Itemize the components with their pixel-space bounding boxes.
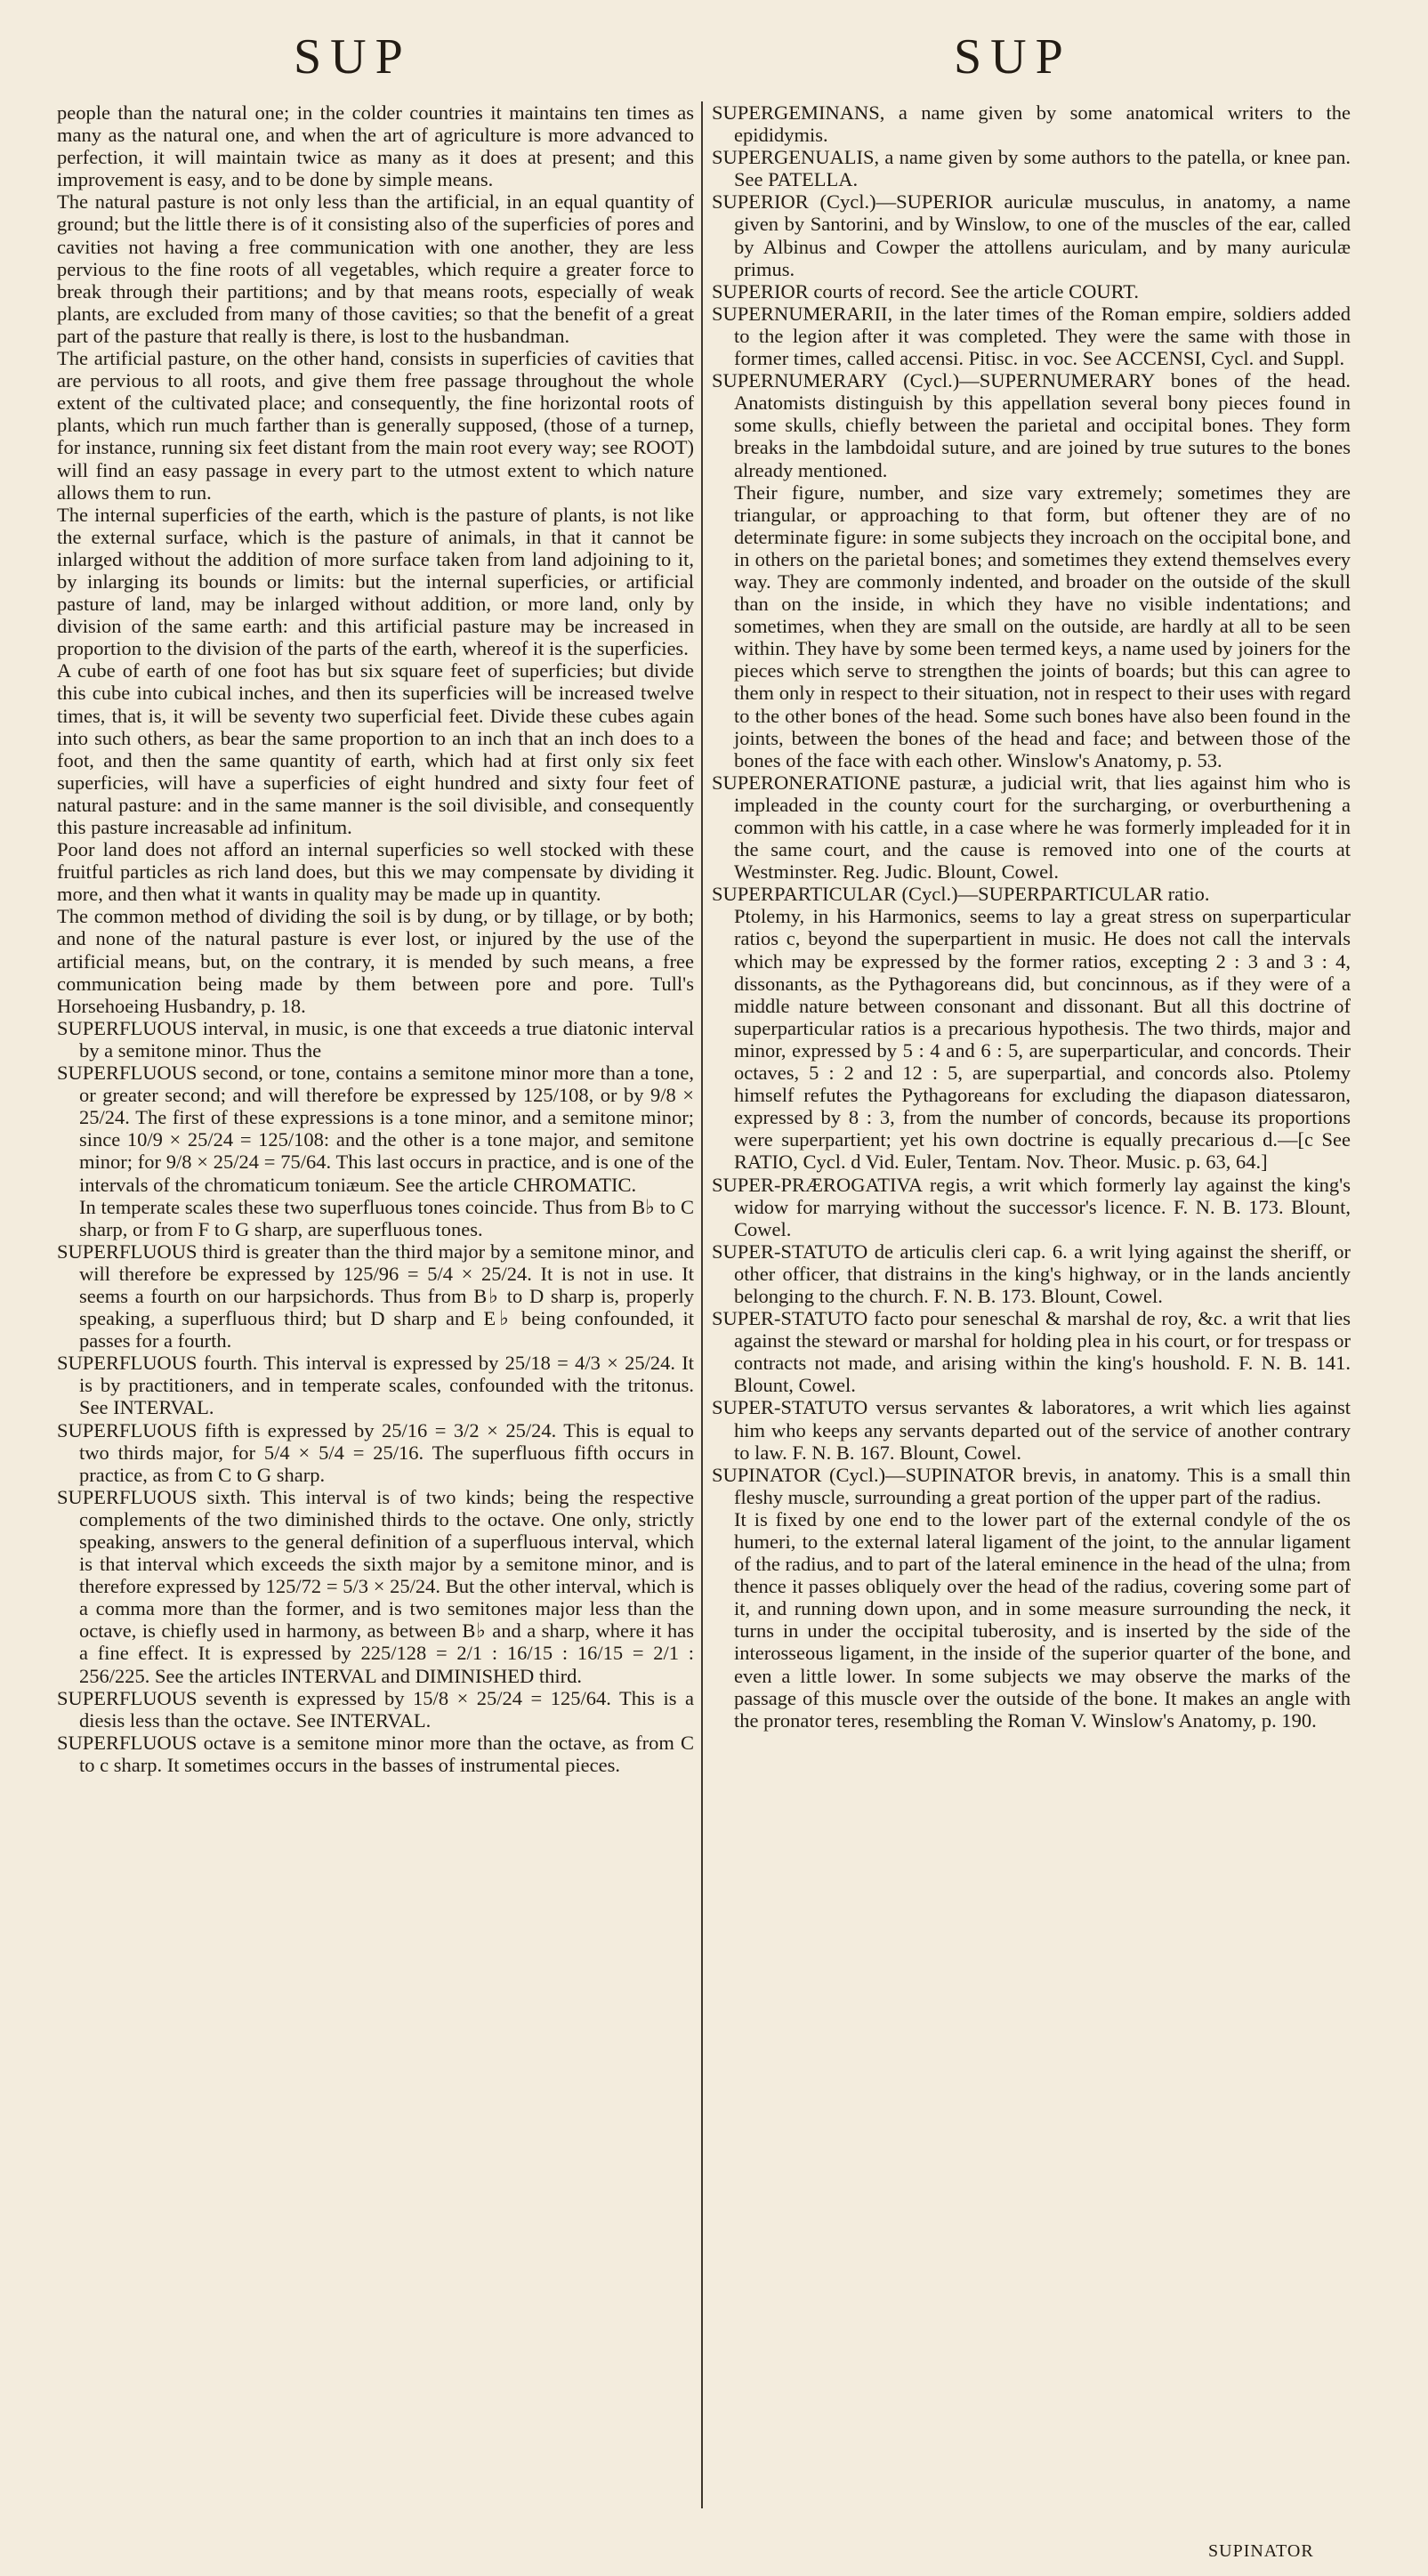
paragraph: Ptolemy, in his Harmonics, seems to lay a great stress on superparticular ratios c, beyond the superpartient in music. He does not call the intervals which may be expressed by the former ratios, excepting 2 : 3 and 3 : 4, dissonants, as the Pythagoreans did, but concinnous, as if they were of a middle nature between consonant and dissonant. But all this doctrine of superparticular ratios is a precarious hypothesis. The two thirds, major and minor, expressed by 5 : 4 and 6 : 5, are superparticular, and concords. Their octaves, 5 : 2 and 12 : 5, are superpartial, and concords also. Ptolemy himself refutes the Pythagoreans for excluding the diapason diatessaron, expressed by 8 : 3, from the number of concords, because its proportions were superpartient; yet his own doctrine is equally precarious d.—[c See RATIO, Cycl. d Vid. Euler, Tentam. Nov. Theor. Music. p. 63, 64.] (734, 905, 1351, 1174)
entry-superfluous-seventh: SUPERFLUOUS seventh is expressed by 15/8 × 25/24 = 125/64. This is a diesis less than the octave. See INTERVAL. (57, 1686, 694, 1732)
entry-superfluous-sixth: SUPERFLUOUS sixth. This interval is of two kinds; being the respective complements of the two diminished thirds to the octave. One only, strictly speaking, answers to the general definition of a superfluous interval, which is that interval which exceeds the sixth major by a semitone minor, and is therefore expressed by 125/72 = 5/3 × 25/24. But the other interval, which is a comma more than the former, and is two semitones major less than the octave, is chiefly used in harmony, as between B♭ and a sharp, where it has a fine effect. It is expressed by 225/128 = 2/1 : 16/15 : 16/15 = 2/1 : 256/225. See the articles INTERVAL and DIMINISHED third. (57, 1485, 694, 1687)
entry-superfluous-second: SUPERFLUOUS second, or tone, contains a semitone minor more than a tone, or greater second; and will therefore be expressed by 125/108, or by 9/8 × 25/24. The first of these expressions is a tone minor, and a semitone minor; since 10/9 × 25/24 = 125/108: and the other is a tone major, and semitone minor; for 9/8 × 25/24 = 75/64. This last occurs in practice, and is one of the intervals of the chromaticum toniæum. See the article CHROMATIC. (57, 1062, 694, 1196)
entry-super-statuto: SUPER-STATUTO de articulis cleri cap. 6. a writ lying against the sheriff, or other officer, that distrains in the king's highway, or in the lands anciently belonging to the church. F. N. B. 173. Blount, Cowel. (712, 1240, 1351, 1307)
left-column (57, 101, 694, 1776)
entry-superfluous-fourth: SUPERFLUOUS fourth. This interval is expressed by 25/18 = 4/3 × 25/24. It is by practitioners, and in temperate scales, confounded with the tritonus. See INTERVAL. (57, 1352, 694, 1419)
entry-super-statuto-versus: SUPER-STATUTO versus servantes & laboratores, a writ which lies against him who keeps any servants departed out of the service of another contrary to law. F. N. B. 167. Blount, Cowel. (712, 1396, 1351, 1464)
entry-supernumerarii: SUPERNUMERARII, in the later times of the Roman empire, soldiers added to the legion after it was completed. They were the same with those in former times, called accensi. Pitisc. in voc. See ACCENSI, Cycl. and Suppl. (712, 302, 1351, 370)
entry-superfluous-fifth: SUPERFLUOUS fifth is expressed by 25/16 = 3/2 × 25/24. This is equal to two thirds major, for 5/4 × 5/4 = 25/16. The superfluous fifth occurs in practice, as from C to G sharp. (57, 1418, 694, 1486)
entry-superoneratione: SUPERONERATIONE pasturæ, a judicial writ, that lies against him who is impleaded in the county court for the surcharging, or overburthening a common with his cattle, in a case where he was formerly impleaded for it in the same court, and the cause is removed into one of the courts at Westminster. Reg. Judic. Blount, Cowel. (712, 771, 1351, 884)
entry-superior: SUPERIOR (Cycl.)—SUPERIOR auriculæ musculus, in anatomy, a name given by Santorini, and by Winslow, to one of the muscles of the ear, called by Albinus and Cowper the attollens auriculam, and by many auriculæ primus. (712, 190, 1351, 280)
catchword: SUPINATOR (1208, 2541, 1314, 2561)
entry-superparticular: SUPERPARTICULAR (Cycl.)—SUPERPARTICULAR ratio. (712, 883, 1210, 906)
entry-supernumerary: SUPERNUMERARY (Cycl.)—SUPERNUMERARY bones of the head. Anatomists distinguish by this appellation several bony pieces found in some skulls, chiefly between the parietal and occipital bones. They form breaks in the lambdoidal suture, and are joined by true sutures to the bones already mentioned. (712, 369, 1351, 481)
entry-superfluous-third: SUPERFLUOUS third is greater than the third major by a semitone minor, and will therefore be expressed by 125/96 = 5/4 × 25/24. It is not in use. It seems a fourth on our harpsichords. Thus from B♭ to D sharp is, properly speaking, a superfluous third; but D sharp and E♭ being confounded, it passes for a fourth. (57, 1240, 694, 1353)
paragraph: In temperate scales these two superfluous tones coincide. Thus from B♭ to C sharp, or from F to G sharp, are superfluous tones. (79, 1195, 694, 1240)
paragraph: The artificial pasture, on the other hand, consists in superficies of cavities that are pervious to all roots, and give them free passage throughout the whole extent of the cultivated place; and consequently, the fine horizontal roots of plants, which run much farther than is generally supposed, (those of a turnep, for instance, running six feet distant from the main root every way; see ROOT) will find an easy passage in every part to the utmost extent to which nature allows them to run. (57, 347, 694, 504)
entry-superior-courts: SUPERIOR courts of record. See the article COURT. (712, 279, 1140, 303)
paragraph: A cube of earth of one foot has but six square feet of superficies; but divide this cube into cubical inches, and then its superficies will be increased twelve times, that is, it will be seventy two superficial feet. Divide these cubes again into such others, as bear the same proportion to an inch that an inch does to a foot, and then the same quantity of earth, which had at first only six feet superficies, will have a superficies of eight hundred and sixty four feet of natural pasture: and in the same manner is the soil divisible, and consequently this pasture increasable ad infinitum. (57, 659, 694, 838)
paragraph: Their figure, number, and size vary extremely; sometimes they are triangular, or approaching to that form, but oftener they are of no determinate figure: in some subjects they incroach on the occipital bone, and in others on the parietal bones; and sometimes they extend themselves every way. They are commonly indented, and broader on the outside of the skull than on the inside, in which they have no visible indentations; and sometimes, when they are small on the outside, are hardly at all to be seen within. They have by some been termed keys, a name used by joiners for the pieces which serve to strengthen the joints of boards; but this can agree to them only in respect to their situation, not in respect to their uses with regard to the other bones of the head. Some such bones have also been found in the joints, between the bones of the head and face; and between those of the bones of the face with each other. Winslow's Anatomy, p. 53. (734, 480, 1351, 771)
running-head-left: SUP (294, 29, 412, 85)
column-divider (701, 101, 703, 2508)
entry-superfluous-octave: SUPERFLUOUS octave is a semitone minor more than the octave, as from C to c sharp. It sometimes occurs in the basses of instrumental pieces. (57, 1731, 694, 1776)
paragraph: It is fixed by one end to the lower part of the external condyle of the os humeri, to the external lateral ligament of the joint, to the annular ligament of the radius, and to part of the lateral eminence in the head of the ulna; from thence it passes obliquely over the head of the radius, covering some part of it, and running down upon, and in some measure surrounding the neck, it turns in under the occipital tuberosity, and is inserted by the side of the interosseous ligament, in the inside of the superior quarter of the bone, and even a little lower. In some subjects we may observe the marks of the passage of this muscle over the outside of the bone. It makes an angle with the pronator teres, resembling the Roman V. Winslow's Anatomy, p. 190. (734, 1507, 1351, 1732)
entry-supinator: SUPINATOR (Cycl.)—SUPINATOR brevis, in anatomy. This is a small thin fleshy muscle, surrounding a great portion of the upper part of the radius. (712, 1463, 1351, 1508)
entry-super-praerogativa: SUPER-PRÆROGATIVA regis, a writ which formerly lay against the king's widow for marrying without the successor's licence. F. N. B. 173. Blount, Cowel. (712, 1173, 1351, 1240)
entry-supergenualis: SUPERGENUALIS, a name given by some authors to the patella, or knee pan. See PATELLA. (712, 146, 1351, 191)
entry-superfluous: SUPERFLUOUS interval, in music, is one that exceeds a true diatonic interval by a semitone minor. Thus the (57, 1016, 694, 1062)
entry-supergeminans: SUPERGEMINANS, a name given by some anatomical writers to the epididymis. (712, 101, 1351, 147)
running-head-right: SUP (954, 29, 1072, 85)
entry-super-statuto-facto: SUPER-STATUTO facto pour seneschal & marshal de roy, &c. a writ that lies against the steward or marshal for holding plea in his court, or for trespass or contracts not made, and arising within the king's houshold. F. N. B. 141. Blount, Cowel. (712, 1307, 1351, 1397)
right-column (712, 101, 1351, 1732)
paragraph: The natural pasture is not only less than the artificial, in an equal quantity of ground; but the little there is of it consisting also of the superficies of pores and cavities not having a free communication with one another, they are less pervious to the fine roots of all vegetables, which require a greater force to break through their partitions; and by that means roots, especially of weak plants, are excluded from many of those cavities; so that the benefit of a great part of the pasture that really is there, is lost to the husbandman. (57, 190, 694, 347)
paragraph: people than the natural one; in the colder countries it maintains ten times as many as the natural one, and when the art of agriculture is more advanced to perfection, it will maintain twice as many as it does at present; and this improvement is easy, and to be done by simple means. (57, 101, 694, 191)
paragraph: Poor land does not afford an internal superficies so well stocked with these fruitful particles as rich land does, but this we may compensate by dividing it more, and then what it wants in quality may be made up in quantity. (57, 838, 694, 906)
paragraph: The internal superficies of the earth, which is the pasture of plants, is not like the external surface, which is the pasture of animals, in that it cannot be inlarged without the addition of more surface taken from land adjoining to it, by inlarging its bounds or limits: but the internal superficies, or artificial pasture of land, may be inlarged without addition, or more land, only by division of the same earth: and this artificial pasture may be increased in proportion to the division of the parts of the earth, whereof it is the superficies. (57, 503, 694, 660)
paragraph: The common method of dividing the soil is by dung, or by tillage, or by both; and none of the natural pasture is ever lost, or injured by the use of the artificial means, but, on the contrary, it is mended by such means, a free communication being made by them between pore and pore. Tull's Horsehoeing Husbandry, p. 18. (57, 905, 694, 1017)
